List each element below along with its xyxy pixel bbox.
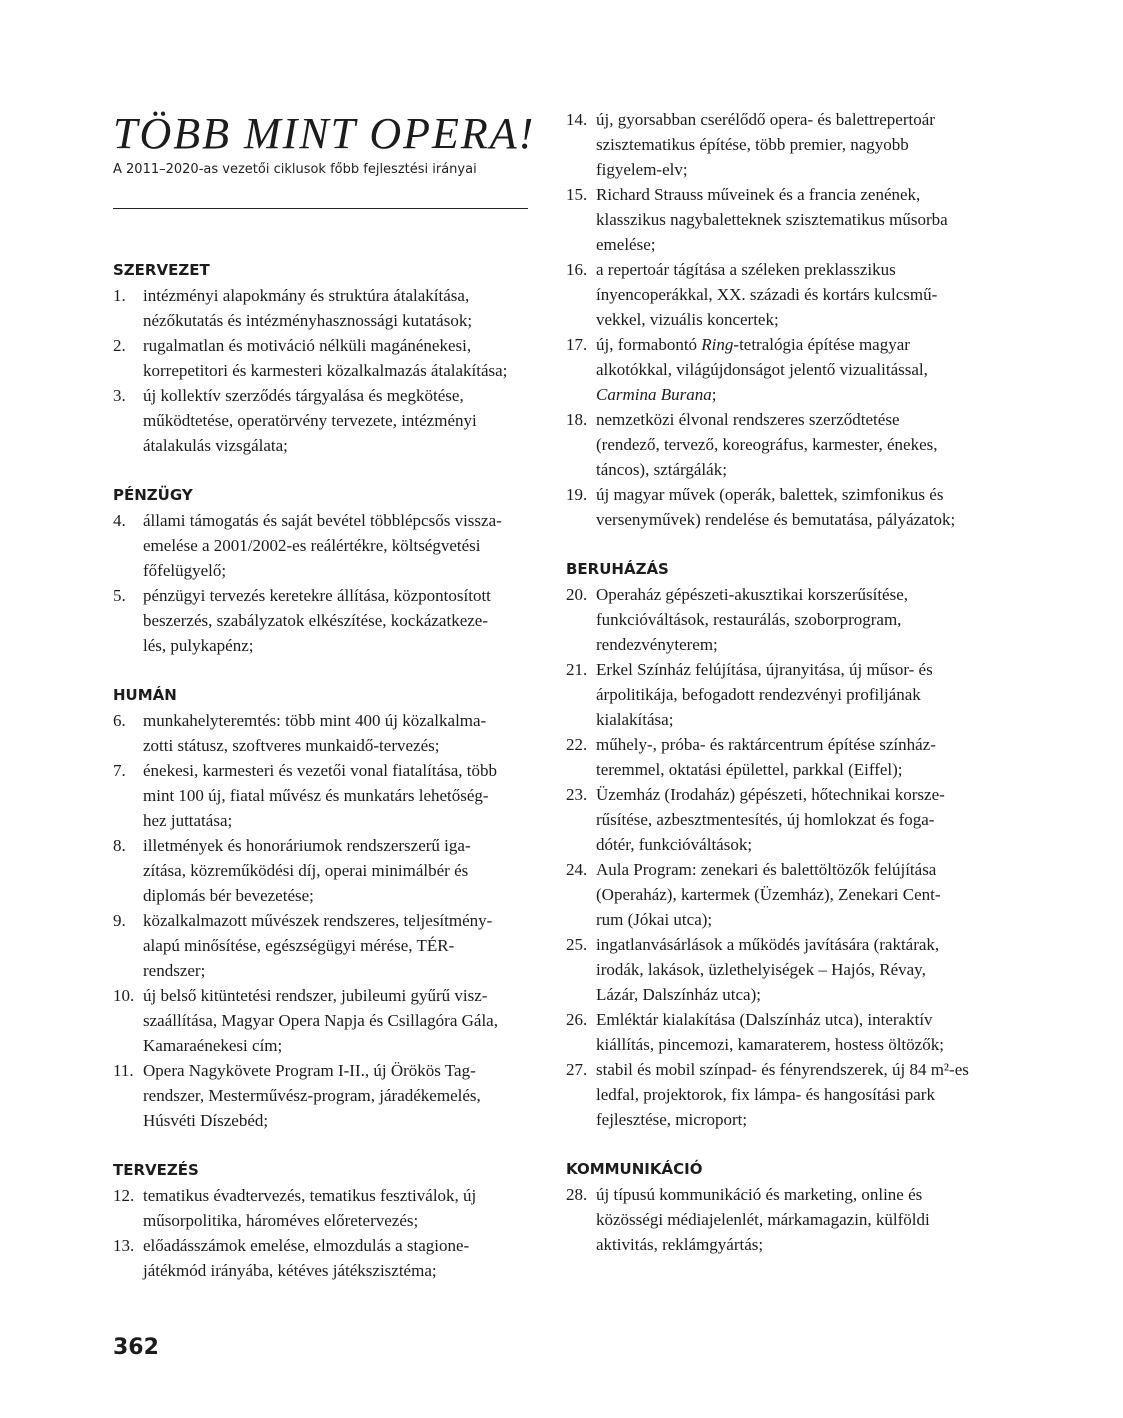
- item-text-line: irodák, lakások, üzlethelyiségek – Hajós, Révay,: [596, 960, 926, 979]
- item-text-line: emelése;: [596, 235, 656, 254]
- item-text-line: műhely-, próba- és raktárcentrum építése színház-: [596, 735, 936, 754]
- item-text-line: Húsvéti Díszebéd;: [143, 1111, 269, 1130]
- item-text-line: illetmények és honoráriumok rendszerszerű iga-: [143, 836, 471, 855]
- section-heading: PÉNZÜGY: [113, 486, 193, 504]
- item-text-line: énekesi, karmesteri és vezetői vonal fiatalítása, több: [143, 761, 498, 780]
- item-text-line: hez juttatása;: [143, 811, 233, 830]
- item-text-line: főfelügyelő;: [143, 561, 227, 580]
- item-text-line: rugalmatlan és motiváció nélküli magánénekesi,: [143, 336, 472, 355]
- item-text-line: (Operaház), kartermek (Üzemház), Zenekari Cent-: [596, 885, 941, 904]
- item-text-line: közösségi médiajelenlét, márkamagazin, külföldi: [596, 1210, 930, 1229]
- right-column: [566, 107, 982, 1257]
- page-number: 362: [113, 1335, 159, 1360]
- item-text-line: rűsítése, azbesztmentesítés, új homlokzat és foga-: [596, 810, 935, 829]
- list-item: [566, 1057, 982, 1132]
- item-text-line: Carmina Burana;: [596, 385, 717, 404]
- item-number: 7.: [113, 761, 126, 780]
- item-text-line: lés, pulykapénz;: [143, 636, 254, 655]
- list-item: [113, 333, 531, 383]
- list-item: [566, 732, 982, 782]
- list-item: [566, 1007, 982, 1057]
- item-number: 28.: [566, 1185, 588, 1204]
- item-number: 3.: [113, 386, 126, 405]
- item-text-line: új típusú kommunikáció és marketing, online és: [596, 1185, 923, 1204]
- item-text-line: szaállítása, Magyar Opera Napja és Csillagóra Gála,: [143, 1011, 498, 1030]
- item-number: 25.: [566, 935, 588, 954]
- item-number: 26.: [566, 1010, 588, 1029]
- item-text-line: nemzetközi élvonal rendszeres szerződtetése: [596, 410, 900, 429]
- item-text-line: közalkalmazott művészek rendszeres, teljesítmény-: [143, 911, 493, 930]
- item-number: 13.: [113, 1236, 135, 1255]
- item-number: 2.: [113, 336, 126, 355]
- item-number: 11.: [113, 1061, 134, 1080]
- item-text-line: előadásszámok emelése, elmozdulás a stagione-: [143, 1236, 470, 1255]
- item-number: 17.: [566, 335, 588, 354]
- item-number: 21.: [566, 660, 588, 679]
- item-number: 4.: [113, 511, 126, 530]
- item-text-line: Lázár, Dalszínház utca);: [596, 985, 761, 1004]
- section-heading: BERUHÁZÁS: [566, 560, 669, 578]
- item-text-line: aktivitás, reklámgyártás;: [596, 1235, 764, 1254]
- item-number: 9.: [113, 911, 126, 930]
- item-text-line: műsorpolitika, hároméves előretervezés;: [143, 1211, 419, 1230]
- list-item: [566, 932, 982, 1007]
- item-number: 12.: [113, 1186, 135, 1205]
- section: [566, 107, 982, 532]
- list-item: [113, 383, 531, 458]
- item-text-line: alkotókkal, világújdonságot jelentő vizualitással,: [596, 360, 928, 379]
- page-title: TÖBB MINT OPERA!: [113, 109, 536, 158]
- section: [566, 557, 982, 1132]
- item-number: 14.: [566, 110, 588, 129]
- list-item: [566, 782, 982, 857]
- item-number: 16.: [566, 260, 588, 279]
- item-text-line: a repertoár tágítása a széleken preklasszikus: [596, 260, 896, 279]
- item-number: 24.: [566, 860, 588, 879]
- title-divider: [113, 208, 528, 209]
- item-text-line: Richard Strauss műveinek és a francia zenének,: [596, 185, 921, 204]
- item-text-line: Aula Program: zenekari és balettöltözők felújítása: [596, 860, 937, 879]
- item-number: 22.: [566, 735, 588, 754]
- list-item: [113, 708, 531, 758]
- item-number: 19.: [566, 485, 588, 504]
- list-item: [566, 1182, 982, 1257]
- item-text-line: Kamaraénekesi cím;: [143, 1036, 283, 1055]
- list-item: [566, 657, 982, 732]
- item-text-line: rum (Jókai utca);: [596, 910, 713, 929]
- item-text-line: rendszer, Mesterművész-program, járadékemelés,: [143, 1086, 481, 1105]
- list-item: [566, 857, 982, 932]
- item-text-line: új kollektív szerződés tárgyalása és megkötése,: [143, 386, 464, 405]
- page-subtitle: A 2011–2020-as vezetői ciklusok főbb fejlesztési irányai: [113, 162, 477, 177]
- item-text-line: állami támogatás és saját bevétel többlépcsős vissza-: [143, 511, 502, 530]
- item-text-line: tematikus évadtervezés, tematikus fesztiválok, új: [143, 1186, 477, 1205]
- italic-title: Ring: [701, 335, 734, 354]
- item-number: 23.: [566, 785, 588, 804]
- item-text-line: új, formabontó Ring-tetralógia építése magyar: [596, 335, 910, 354]
- list-item: [113, 908, 531, 983]
- item-text-line: zotti státusz, szoftveres munkaidő-tervezés;: [143, 736, 440, 755]
- item-text-line: nézőkutatás és intézményhasznossági kutatások;: [143, 311, 473, 330]
- list-item: [566, 332, 982, 407]
- item-text-line: szisztematikus építése, több premier, nagyobb: [596, 135, 909, 154]
- item-text-line: diplomás bér bevezetése;: [143, 886, 314, 905]
- item-number: 8.: [113, 836, 126, 855]
- list-item: [113, 983, 531, 1058]
- item-text-line: stabil és mobil színpad- és fényrendszerek, új 84 m²-es: [596, 1060, 969, 1079]
- item-text-line: klasszikus nagybaletteknek szisztematikus műsorba: [596, 210, 948, 229]
- item-text-line: rendezvényterem;: [596, 635, 718, 654]
- item-number: 6.: [113, 711, 126, 730]
- item-text-line: ledfal, projektorok, fix lámpa- és hangosítási park: [596, 1085, 935, 1104]
- item-text-line: pénzügyi tervezés keretekre állítása, központosított: [143, 586, 491, 605]
- item-text-line: kialakítása;: [596, 710, 674, 729]
- item-number: 20.: [566, 585, 588, 604]
- item-text-line: dótér, funkcióváltások;: [596, 835, 753, 854]
- list-item: [113, 508, 531, 583]
- item-text-line: munkahelyteremtés: több mint 400 új közalkalma-: [143, 711, 487, 730]
- item-text-line: mint 100 új, fiatal művész és munkatárs lehetőség-: [143, 786, 489, 805]
- item-text-line: funkcióváltások, restaurálás, szoborprogram,: [596, 610, 902, 629]
- item-text-line: kiállítás, pincemozi, kamaraterem, hostess öltözők;: [596, 1035, 944, 1054]
- item-text-line: (rendező, tervező, koreográfus, karmester, énekes,: [596, 435, 938, 454]
- item-text-line: zítása, közreműködési díj, operai minimálbér és: [143, 861, 469, 880]
- list-item: [566, 407, 982, 482]
- item-text-line: intézményi alapokmány és struktúra átalakítása,: [143, 286, 470, 305]
- item-text-line: átalakulás vizsgálata;: [143, 436, 288, 455]
- item-text-line: Üzemház (Irodaház) gépészeti, hőtechnikai korsze-: [596, 785, 945, 804]
- list-item: [566, 182, 982, 257]
- list-item: [113, 833, 531, 908]
- item-text-line: Erkel Színház felújítása, újranyitása, új műsor- és: [596, 660, 933, 679]
- item-text-line: vekkel, vizuális koncertek;: [596, 310, 779, 329]
- item-text-line: rendszer;: [143, 961, 206, 980]
- item-number: 27.: [566, 1060, 588, 1079]
- italic-title: Carmina Burana: [596, 385, 712, 404]
- list-item: [566, 582, 982, 657]
- section-heading: KOMMUNIKÁCIÓ: [566, 1160, 703, 1178]
- item-text-line: működtetése, operatörvény tervezete, intézményi: [143, 411, 477, 430]
- item-text-line: ingatlanvásárlások a működés javítására (raktárak,: [596, 935, 940, 954]
- section-heading: SZERVEZET: [113, 261, 210, 279]
- section-heading: TERVEZÉS: [113, 1161, 199, 1179]
- list-item: [113, 583, 531, 658]
- list-item: [113, 758, 531, 833]
- section: [113, 258, 531, 458]
- item-text-line: Operaház gépészeti-akusztikai korszerűsítése,: [596, 585, 908, 604]
- item-text-line: új, gyorsabban cserélődő opera- és balettrepertoár: [596, 110, 935, 129]
- item-number: 1.: [113, 286, 126, 305]
- list-item: [113, 1058, 531, 1133]
- item-text-line: új belső kitüntetési rendszer, jubileumi gyűrű visz-: [143, 986, 488, 1005]
- item-text-line: táncos), sztárgálák;: [596, 460, 727, 479]
- item-text-line: teremmel, oktatási épülettel, parkkal (Eiffel);: [596, 760, 903, 779]
- item-number: 10.: [113, 986, 135, 1005]
- item-text-line: beszerzés, szabályzatok elkészítése, kockázatkeze-: [143, 611, 488, 630]
- item-number: 15.: [566, 185, 588, 204]
- list-item: [566, 257, 982, 332]
- list-item: [113, 283, 531, 333]
- item-text-line: figyelem-elv;: [596, 160, 688, 179]
- item-text-line: Opera Nagykövete Program I-II., új Örökös Tag-: [143, 1061, 476, 1080]
- section: [113, 483, 531, 658]
- item-number: 18.: [566, 410, 588, 429]
- left-column: [113, 258, 531, 1283]
- item-text-line: játékmód irányába, kétéves játékszisztéma;: [143, 1261, 437, 1280]
- item-text-line: fejlesztése, microport;: [596, 1110, 748, 1129]
- item-text-line: alapú minősítése, egészségügyi mérése, TÉR-: [143, 936, 455, 955]
- section: [113, 683, 531, 1133]
- item-text-line: ínyencoperákkal, XX. századi és kortárs kulcsmű-: [596, 285, 938, 304]
- section-heading: HUMÁN: [113, 686, 177, 704]
- item-text-line: Emléktár kialakítása (Dalszínház utca), interaktív: [596, 1010, 933, 1029]
- list-item: [113, 1233, 531, 1283]
- item-text-line: emelése a 2001/2002-es reálértékre, költségvetési: [143, 536, 481, 555]
- section: [566, 1157, 982, 1257]
- section: [113, 1158, 531, 1283]
- item-text-line: korrepetitori és karmesteri közalkalmazás átalakítása;: [143, 361, 508, 380]
- item-number: 5.: [113, 586, 126, 605]
- item-text-line: árpolitikája, befogadott rendezvényi profiljának: [596, 685, 921, 704]
- list-item: [566, 482, 982, 532]
- list-item: [113, 1183, 531, 1233]
- item-text-line: új magyar művek (operák, balettek, szimfonikus és: [596, 485, 944, 504]
- list-item: [566, 107, 982, 182]
- item-text-line: versenyművek) rendelése és bemutatása, pályázatok;: [596, 510, 956, 529]
